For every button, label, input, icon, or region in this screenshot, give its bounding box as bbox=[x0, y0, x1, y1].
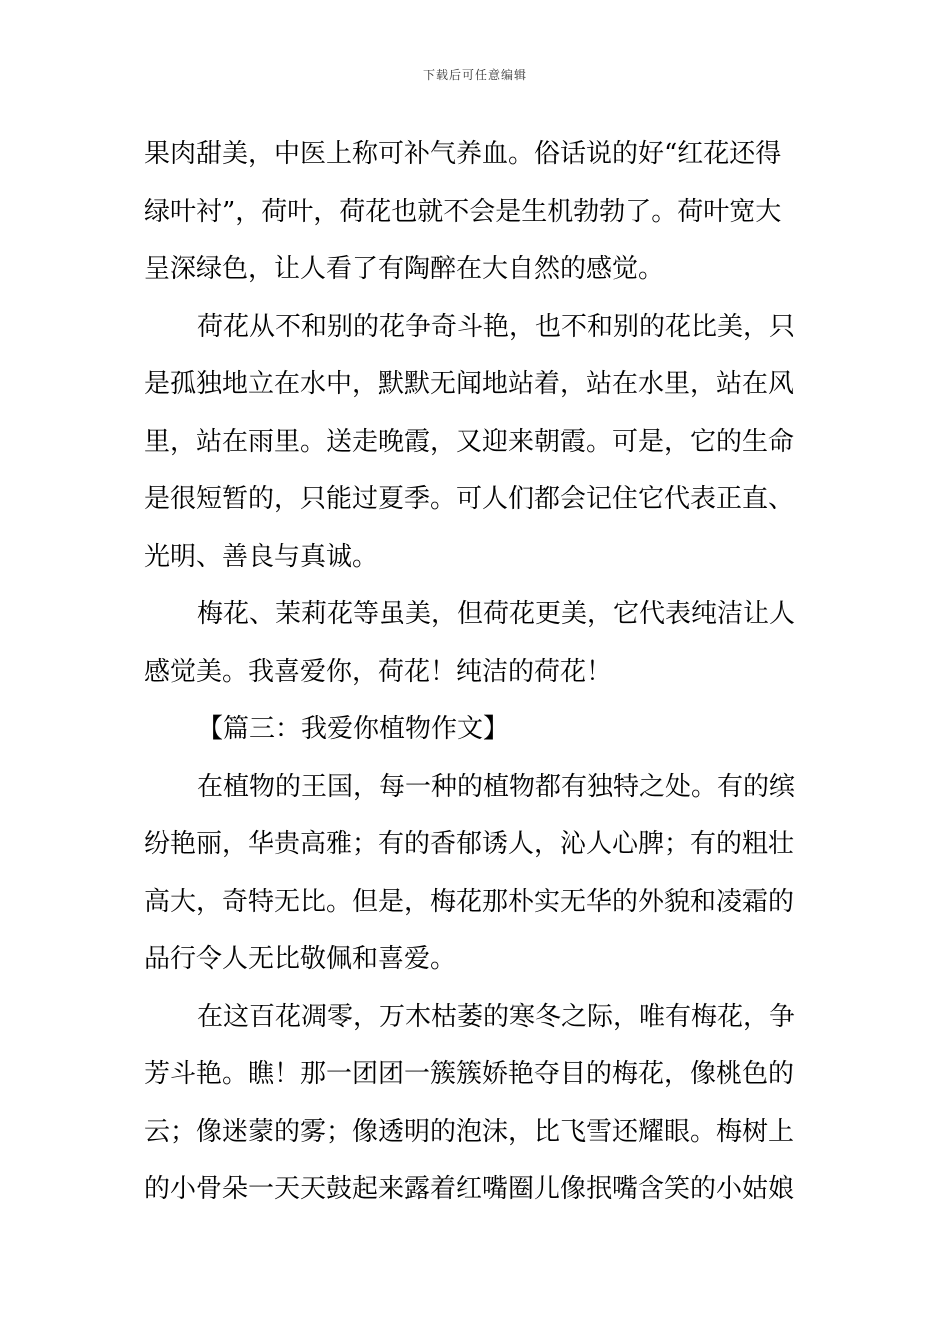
text-line: 纷艳丽，华贵高雅；有的香郁诱人，沁人心脾；有的粗壮 bbox=[144, 829, 795, 859]
paragraph-start-line: 梅花、茉莉花等虽美，但荷花更美，它代表纯洁让人 bbox=[197, 599, 796, 629]
text-line: 呈深绿色，让人看了有陶醉在大自然的感觉。 bbox=[144, 254, 665, 284]
text-line: 的小骨朵一天天鼓起来露着红嘴圈儿像抿嘴含笑的小姑娘 bbox=[144, 1174, 795, 1204]
text-line: 云；像迷蒙的雾；像透明的泡沫，比飞雪还耀眼。梅树上 bbox=[144, 1116, 795, 1147]
text-line: 芳斗艳。瞧！那一团团一簇簇娇艳夺目的梅花，像桃色的 bbox=[144, 1059, 795, 1089]
text-line: 感觉美。我喜爱你，荷花！纯洁的荷花！ bbox=[144, 656, 613, 687]
text-line: 里，站在雨里。送走晚霞，又迎来朝霞。可是，它的生命 bbox=[144, 426, 795, 457]
paragraph-start-line: 荷花从不和别的花争奇斗艳，也不和别的花比美，只 bbox=[197, 311, 796, 342]
text-line: 高大，奇特无比。但是，梅花那朴实无华的外貌和凌霜的 bbox=[144, 886, 795, 917]
paragraph-start-line: 在这百花凋零，万木枯萎的寒冬之际，唯有梅花，争 bbox=[197, 1001, 796, 1032]
text-line: 是孤独地立在水中，默默无闻地站着，站在水里，站在风 bbox=[144, 369, 795, 399]
essay-body bbox=[144, 126, 809, 1219]
text-line: 是很短暂的，只能过夏季。可人们都会记住它代表正直、 bbox=[144, 484, 795, 514]
paragraph-start-line: 在植物的王国，每一种的植物都有独特之处。有的缤 bbox=[197, 771, 796, 802]
download-editable-note: 下载后可任意编辑 bbox=[422, 68, 527, 82]
text-line: 果肉甜美，中医上称可补气养血。俗话说的好“红花还得 bbox=[144, 139, 782, 169]
text-line: 绿叶衬”，荷叶，荷花也就不会是生机勃勃了。荷叶宽大 bbox=[144, 196, 782, 227]
text-line: 光明、善良与真诚。 bbox=[144, 541, 379, 572]
text-line: 品行令人无比敬佩和喜爱。 bbox=[144, 944, 457, 974]
section-heading: 【篇三：我爱你植物作文】 bbox=[197, 714, 510, 744]
